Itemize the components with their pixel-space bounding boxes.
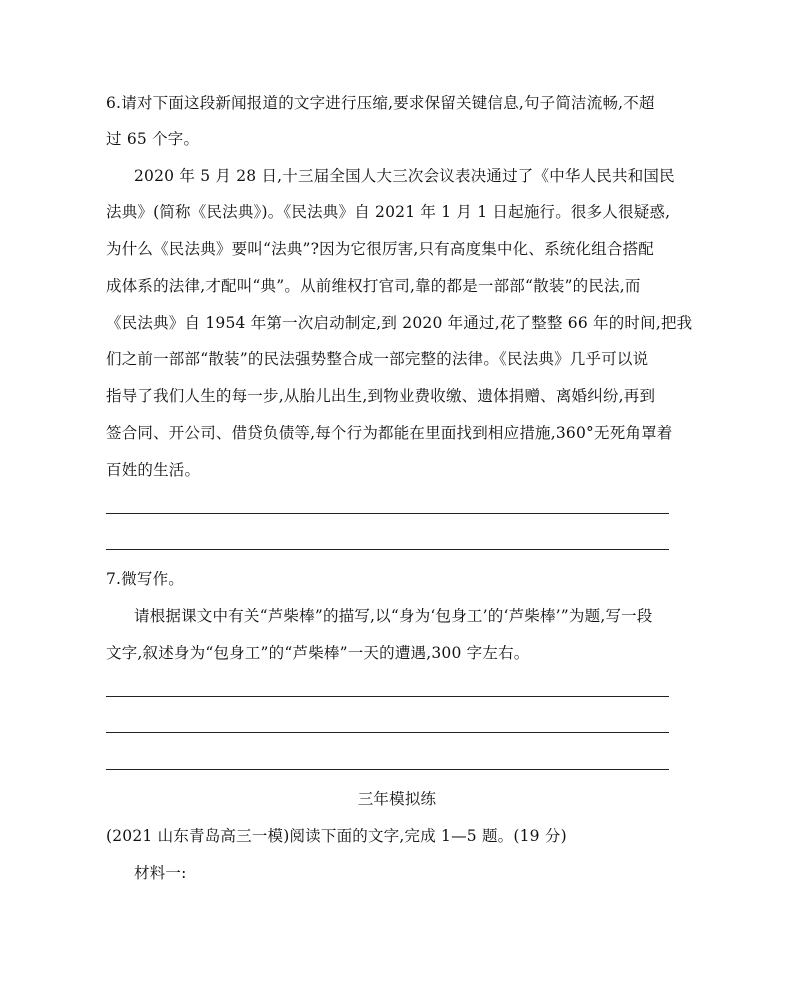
q6-passage-line: 签合同、开公司、借贷负债等,每个行为都能在里面找到相应措施,360°无死角罩着 [106, 424, 673, 442]
q6-passage-line: 指导了我们人生的每一步,从胎儿出生,到物业费收缴、遗体捐赠、离婚纠纷,再到 [106, 387, 656, 405]
q6-passage-line: 们之前一部部“散装”的民法强势整合成一部完整的法律。《民法典》几乎可以说 [106, 350, 649, 368]
q6-title-line-2: 过 65 个字。 [106, 130, 200, 148]
q6-passage-line: 法典》(简称《民法典》)。《民法典》自 2021 年 1 月 1 日起施行。很多人很疑惑, [106, 203, 671, 221]
q6-title-line-1: 6.请对下面这段新闻报道的文字进行压缩,要求保留关键信息,句子简洁流畅,不超 [106, 94, 655, 112]
q6-passage-line: 为什么《民法典》要叫“法典”?因为它很厉害,只有高度集中化、系统化组合搭配 [106, 240, 654, 258]
material-label: 材料一: [134, 864, 187, 882]
section-source-line: (2021 山东青岛高三一模)阅读下面的文字,完成 1—5 题。(19 分) [106, 827, 567, 845]
q7-prompt-line-2: 文字,叙述身为“包身工”的“芦柴棒”一天的遭遇,300 字左右。 [106, 644, 530, 662]
answer-line [106, 513, 669, 514]
answer-line [106, 732, 669, 733]
answer-line [106, 696, 669, 697]
answer-line [106, 549, 669, 550]
q6-passage-line: 《民法典》自 1954 年第一次启动制定,到 2020 年通过,花了整整 66 年的时间,把我 [106, 314, 693, 332]
q7-prompt-line-1: 请根据课文中有关“芦柴棒”的描写,以“身为‘包身工’的‘芦柴棒’”为题,写一段 [134, 607, 653, 625]
section-heading: 三年模拟练 [357, 790, 437, 808]
q7-title: 7.微写作。 [106, 570, 184, 588]
q6-passage-line: 2020 年 5 月 28 日,十三届全国人大三次会议表决通过了《中华人民共和国民 [134, 167, 675, 185]
answer-line [106, 769, 669, 770]
q6-passage-line: 百姓的生活。 [106, 461, 201, 479]
q6-passage-line: 成体系的法律,才配叫“典”。从前维权打官司,靠的都是一部部“散装”的民法,而 [106, 277, 641, 295]
